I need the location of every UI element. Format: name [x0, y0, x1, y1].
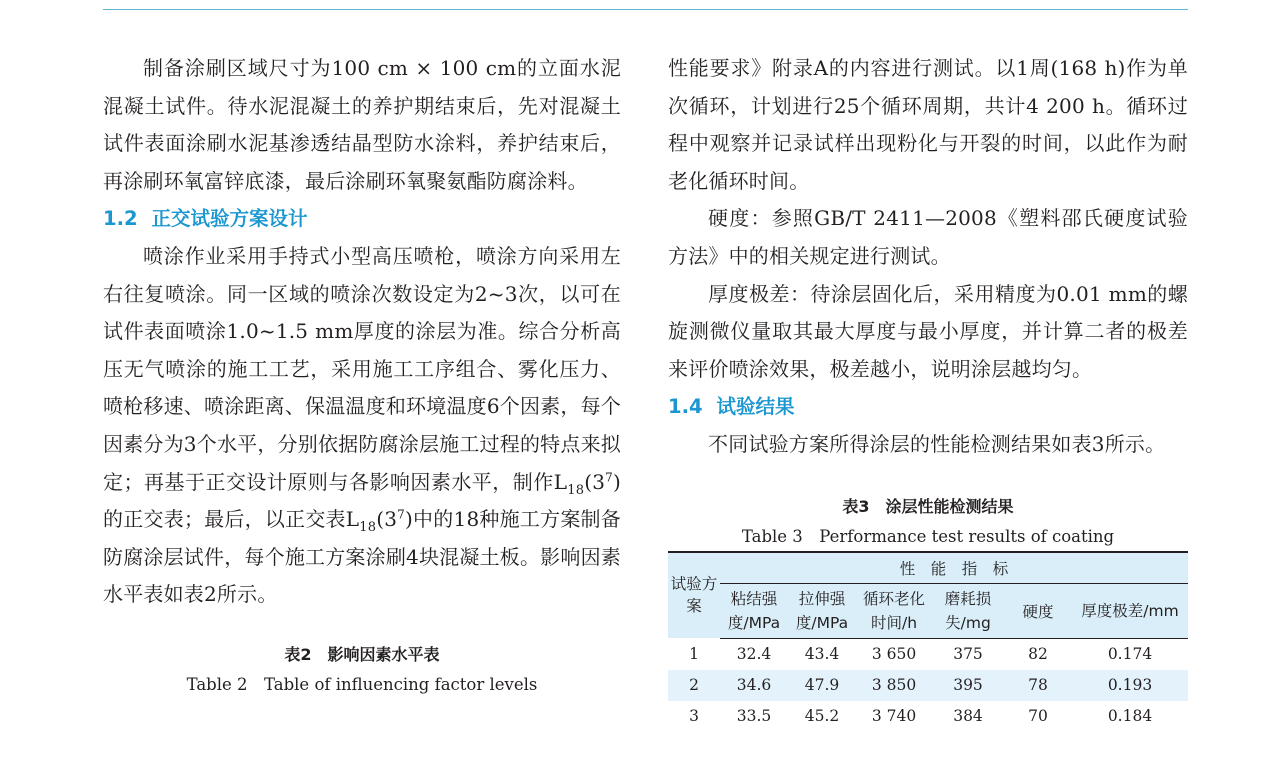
right-paragraph-3: 厚度极差：待涂层固化后，采用精度为0.01 mm的螺旋测微仪量取其最大厚度与最小厚度，并计算二者的极差来评价喷涂效果，极差越小，说明涂层越均匀。	[668, 281, 1188, 381]
section-title: 正交试验方案设计	[151, 207, 308, 231]
table3-caption-en: Table 3 Performance test results of coating	[741, 526, 1115, 546]
left-paragraph-2	[103, 238, 621, 614]
section-number: 1.4	[668, 395, 703, 419]
table3-header-col: 循环老化时间/h	[856, 583, 932, 638]
text-run: (3	[584, 469, 606, 494]
text-run: 喷涂作业采用手持式小型高压喷枪，喷涂方向采用左右往复喷涂。同一区域的喷涂次数设定为2~3次，以可在试件表面喷涂1.0~1.5 mm厚度的涂层为准。综合分析高压无气喷涂的施工工艺，采用施工工序组合、雾化压力、喷枪移速、喷涂距离、保温温度和环境温度6个因素，每个因素分为3个水平，分别依据防腐涂层施工过程的特点来拟定；再基于正交设计原则与各影响因素水平，制作L	[103, 243, 621, 494]
table3-header-col: 厚度极差/mm	[1072, 583, 1188, 638]
table-cell: 47.9	[788, 670, 856, 701]
table-cell: 34.6	[720, 670, 788, 701]
table-cell: 82	[1028, 645, 1048, 664]
table-cell: 0.184	[1107, 707, 1153, 726]
table2-caption-en: Table 2 Table of influencing factor levels	[186, 674, 538, 694]
right-paragraph-4: 不同试验方案所得涂层的性能检测结果如表3所示。	[708, 431, 1166, 456]
section-heading-1-2	[103, 200, 621, 238]
table-cell: 78	[1004, 670, 1072, 701]
table3-header-col: 粘结强度/MPa	[720, 583, 788, 638]
table-cell: 33.5	[736, 707, 772, 726]
table-cell: 395	[932, 670, 1004, 701]
table-cell: 3 740	[871, 707, 917, 726]
table3-caption-cn: 表3 涂层性能检测结果	[842, 496, 1014, 516]
table-cell: 2	[668, 670, 720, 701]
right-paragraph-2: 硬度：参照GB/T 2411—2008《塑料邵氏硬度试验方法》中的相关规定进行测试。	[668, 206, 1188, 268]
section-title: 试验结果	[716, 395, 795, 419]
subscript: 18	[359, 520, 377, 536]
table-cell: 43.4	[804, 645, 840, 664]
header-rule	[103, 9, 1188, 10]
table-cell: 70	[1028, 707, 1048, 726]
table-cell: 3 850	[856, 670, 932, 701]
table-cell: 384	[953, 707, 983, 726]
table3-header-col: 磨耗损失/mg	[932, 583, 1004, 638]
table3	[668, 551, 1188, 732]
subscript: 18	[567, 482, 585, 498]
table-row	[668, 701, 1188, 732]
table-cell: 0.174	[1107, 645, 1153, 664]
table-cell: 3 650	[871, 645, 917, 664]
table3-header-col: 拉伸强度/MPa	[788, 583, 856, 638]
text-run: )的正交表；最后，以正交表L	[103, 469, 621, 532]
section-number: 1.2	[103, 207, 138, 231]
table2-caption-cn: 表2 影响因素水平表	[284, 644, 440, 664]
table-cell: 45.2	[804, 707, 840, 726]
table-cell: 375	[953, 645, 983, 664]
left-paragraph-1: 制备涂刷区域尺寸为100 cm × 100 cm的立面水泥混凝土试件。待水泥混凝土的养护期结束后，先对混凝土试件表面涂刷水泥基渗透结晶型防水涂料，养护结束后，再涂刷环氧富锌底漆，最后涂刷环氧聚氨酯防腐涂料。	[103, 56, 621, 193]
superscript: 7	[605, 469, 613, 484]
table-cell: 0.193	[1072, 670, 1188, 701]
table3-header-group: 性 能 指 标	[720, 552, 1188, 584]
text-run: )中的18种施工方案制备防腐涂层试件，每个施工方案涂刷4块混凝土板。影响因素水平表如表2所示。	[103, 507, 621, 607]
table-cell: 1	[689, 644, 699, 663]
left-column	[103, 50, 621, 695]
table-cell: 3	[689, 707, 699, 726]
text-run: (3	[376, 507, 398, 532]
superscript: 7	[397, 507, 406, 522]
table3-header-scheme: 试验方案	[668, 552, 720, 639]
table-cell: 32.4	[736, 645, 772, 664]
right-column	[668, 50, 1188, 732]
table-row	[668, 638, 1188, 670]
section-heading-1-4	[668, 388, 1188, 426]
table-row	[668, 670, 1188, 701]
right-paragraph-1: 性能要求》附录A的内容进行测试。以1周(168 h)作为单次循环，计划进行25个循环周期，共计4 200 h。循环过程中观察并记录试样出现粉化与开裂的时间，以此作为耐老化循环时间。	[668, 56, 1188, 193]
table3-header-col: 硬度	[1004, 583, 1072, 638]
